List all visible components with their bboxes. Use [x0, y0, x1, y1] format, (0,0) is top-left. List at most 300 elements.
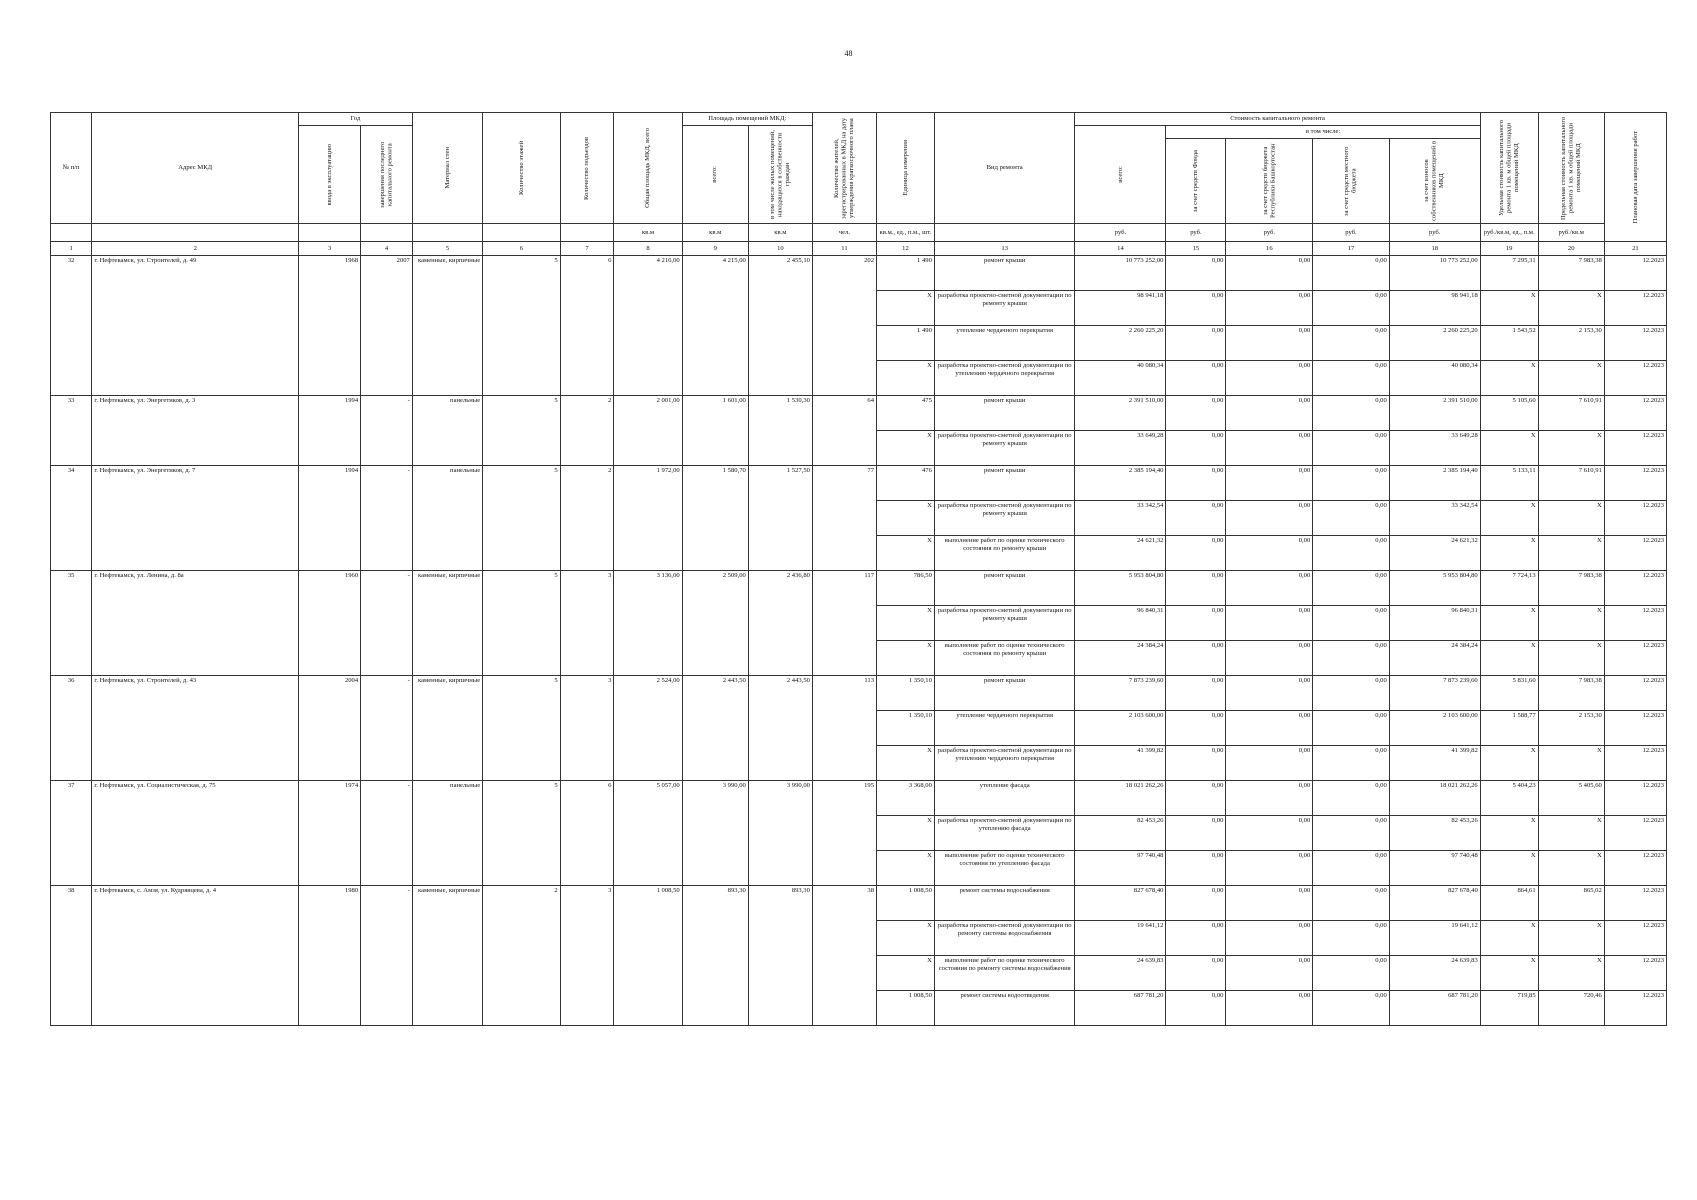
unit-cost-cell: X: [1480, 921, 1538, 956]
year-last-repair-cell: -: [361, 781, 413, 886]
wall-material-cell: панельные: [412, 781, 482, 886]
column-number: 4: [361, 242, 413, 256]
cost-owners-cell: 24 639,83: [1389, 956, 1480, 991]
cost-total-cell: 82 453,26: [1075, 816, 1166, 851]
header-cost-fund: за счет средств Фонда: [1166, 139, 1226, 224]
unit-cell: 1 008,50: [877, 886, 935, 921]
column-number: 9: [682, 242, 748, 256]
year-last-repair-cell: -: [361, 466, 413, 571]
entrances-cell: 6: [560, 256, 614, 396]
cost-fund-cell: 0,00: [1166, 396, 1226, 431]
cost-total-cell: 2 260 225,20: [1075, 326, 1166, 361]
premises-total-cell: 2 443,50: [682, 676, 748, 781]
cost-local-cell: 0,00: [1313, 711, 1390, 746]
max-cost-cell: X: [1538, 641, 1604, 676]
year-commission-cell: 1980: [299, 886, 361, 1026]
year-last-repair-cell: -: [361, 396, 413, 466]
year-last-repair-cell: -: [361, 571, 413, 676]
cost-total-cell: 24 639,83: [1075, 956, 1166, 991]
cost-local-cell: 0,00: [1313, 431, 1390, 466]
column-number: 13: [934, 242, 1075, 256]
row-number: 33: [51, 396, 92, 466]
cost-local-cell: 0,00: [1313, 991, 1390, 1026]
cost-total-cell: 24 621,32: [1075, 536, 1166, 571]
max-cost-cell: 720,46: [1538, 991, 1604, 1026]
unit-cell: X: [877, 746, 935, 781]
cost-fund-cell: 0,00: [1166, 606, 1226, 641]
header-planned-date: Плановая дата завершения работ: [1604, 113, 1666, 242]
table-row: [51, 886, 1667, 921]
wall-material-cell: каменные, кирпичные: [412, 886, 482, 1026]
unit-cell-4: [361, 224, 413, 242]
cost-fund-cell: 0,00: [1166, 536, 1226, 571]
premises-levy-cell: 1 530,30: [748, 396, 812, 466]
repair-type-cell: разработка проектно-сметной документации по ремонту крыши: [934, 431, 1075, 466]
header-floors: Количество этажей: [483, 113, 561, 224]
wall-material-cell: панельные: [412, 466, 482, 571]
total-area-cell: 2 524,00: [614, 676, 682, 781]
cost-total-cell: 827 678,40: [1075, 886, 1166, 921]
cost-fund-cell: 0,00: [1166, 326, 1226, 361]
premises-total-cell: 1 580,70: [682, 466, 748, 571]
premises-total-cell: 3 990,00: [682, 781, 748, 886]
cost-rb-cell: 0,00: [1226, 746, 1313, 781]
unit-cost-cell: X: [1480, 606, 1538, 641]
cost-local-cell: 0,00: [1313, 816, 1390, 851]
table-row: [51, 466, 1667, 501]
cost-local-cell: 0,00: [1313, 571, 1390, 606]
unit-cell-2: [92, 224, 299, 242]
year-commission-cell: 1968: [299, 256, 361, 396]
wall-material-cell: каменные, кирпичные: [412, 571, 482, 676]
year-commission-cell: 1994: [299, 466, 361, 571]
residents-cell: 77: [812, 466, 876, 571]
year-commission-cell: 1974: [299, 781, 361, 886]
cost-fund-cell: 0,00: [1166, 571, 1226, 606]
repair-type-cell: разработка проектно-сметной документации по утеплению фасада: [934, 816, 1075, 851]
column-number: 19: [1480, 242, 1538, 256]
year-last-repair-cell: 2007: [361, 256, 413, 396]
repair-type-cell: разработка проектно-сметной документации по ремонту крыши: [934, 606, 1075, 641]
total-area-cell: 2 001,00: [614, 396, 682, 466]
unit-cell-5: [412, 224, 482, 242]
row-number: 35: [51, 571, 92, 676]
table-row: [51, 781, 1667, 816]
cost-total-cell: 18 021 262,26: [1075, 781, 1166, 816]
unit-cell: 1 350,10: [877, 711, 935, 746]
cost-fund-cell: 0,00: [1166, 256, 1226, 291]
planned-date-cell: 12.2023: [1604, 676, 1666, 711]
cost-local-cell: 0,00: [1313, 781, 1390, 816]
year-last-repair-cell: -: [361, 886, 413, 1026]
cost-rb-cell: 0,00: [1226, 291, 1313, 326]
planned-date-cell: 12.2023: [1604, 396, 1666, 431]
cost-rb-cell: 0,00: [1226, 711, 1313, 746]
floors-cell: 5: [483, 256, 561, 396]
column-number-row: [51, 242, 1667, 256]
unit-cost-cell: 864,61: [1480, 886, 1538, 921]
unit-cell-14: руб.: [1075, 224, 1166, 242]
cost-owners-cell: 98 941,18: [1389, 291, 1480, 326]
cost-total-cell: 24 384,24: [1075, 641, 1166, 676]
repair-type-cell: разработка проектно-сметной документации по ремонту крыши: [934, 291, 1075, 326]
planned-date-cell: 12.2023: [1604, 361, 1666, 396]
cost-rb-cell: 0,00: [1226, 606, 1313, 641]
planned-date-cell: 12.2023: [1604, 431, 1666, 466]
unit-cell: X: [877, 606, 935, 641]
cost-total-cell: 10 773 252,00: [1075, 256, 1166, 291]
entrances-cell: 3: [560, 886, 614, 1026]
cost-rb-cell: 0,00: [1226, 361, 1313, 396]
address-cell: г. Нефтекамск, ул. Ленина, д. 8а: [92, 571, 299, 676]
header-repair-type: Вид ремонта: [934, 113, 1075, 224]
cost-owners-cell: 7 873 239,60: [1389, 676, 1480, 711]
cost-fund-cell: 0,00: [1166, 711, 1226, 746]
cost-owners-cell: 33 342,54: [1389, 501, 1480, 536]
address-cell: г. Нефтекамск, ул. Строителей, д. 49: [92, 256, 299, 396]
cost-owners-cell: 2 385 194,40: [1389, 466, 1480, 501]
unit-cost-cell: X: [1480, 816, 1538, 851]
floors-cell: 5: [483, 571, 561, 676]
column-number: 14: [1075, 242, 1166, 256]
cost-local-cell: 0,00: [1313, 851, 1390, 886]
repair-type-cell: утепление чердачного перекрытия: [934, 326, 1075, 361]
unit-cost-cell: X: [1480, 361, 1538, 396]
premises-levy-cell: 1 527,50: [748, 466, 812, 571]
unit-cell-19: руб./кв.м, ед., п.м.: [1480, 224, 1538, 242]
column-number: 1: [51, 242, 92, 256]
planned-date-cell: 12.2023: [1604, 501, 1666, 536]
premises-levy-cell: 893,30: [748, 886, 812, 1026]
unit-cell-3: [299, 224, 361, 242]
unit-cell: X: [877, 361, 935, 396]
cost-owners-cell: 2 260 225,20: [1389, 326, 1480, 361]
entrances-cell: 2: [560, 396, 614, 466]
header-cost-rb: за счет средств бюджета Республики Башкортостан: [1226, 139, 1313, 224]
repair-type-cell: разработка проектно-сметной документации по ремонту системы водоснабжения: [934, 921, 1075, 956]
repair-type-cell: ремонт системы водоснабжения: [934, 886, 1075, 921]
unit-cost-cell: X: [1480, 431, 1538, 466]
cost-rb-cell: 0,00: [1226, 501, 1313, 536]
residents-cell: 117: [812, 571, 876, 676]
cost-local-cell: 0,00: [1313, 676, 1390, 711]
table-row: [51, 396, 1667, 431]
cost-owners-cell: 33 649,28: [1389, 431, 1480, 466]
row-number: 34: [51, 466, 92, 571]
unit-cell-8: кв.м: [614, 224, 682, 242]
cost-rb-cell: 0,00: [1226, 571, 1313, 606]
cost-total-cell: 96 840,31: [1075, 606, 1166, 641]
repair-type-cell: ремонт системы водоотведения: [934, 991, 1075, 1026]
premises-total-cell: 2 509,00: [682, 571, 748, 676]
residents-cell: 202: [812, 256, 876, 396]
cost-owners-cell: 18 021 262,26: [1389, 781, 1480, 816]
cost-owners-cell: 687 781,20: [1389, 991, 1480, 1026]
unit-cell: X: [877, 431, 935, 466]
table-body: [51, 256, 1667, 1026]
entrances-cell: 2: [560, 466, 614, 571]
unit-cell-20: руб./кв.м: [1538, 224, 1604, 242]
row-number: 32: [51, 256, 92, 396]
total-area-cell: 5 057,00: [614, 781, 682, 886]
cost-owners-cell: 24 384,24: [1389, 641, 1480, 676]
unit-cell: 1 490: [877, 326, 935, 361]
planned-date-cell: 12.2023: [1604, 886, 1666, 921]
max-cost-cell: X: [1538, 816, 1604, 851]
max-cost-cell: 2 153,30: [1538, 711, 1604, 746]
cost-rb-cell: 0,00: [1226, 851, 1313, 886]
max-cost-cell: 7 610,91: [1538, 466, 1604, 501]
cost-fund-cell: 0,00: [1166, 956, 1226, 991]
table-row: [51, 676, 1667, 711]
premises-levy-cell: 2 436,80: [748, 571, 812, 676]
column-number: 15: [1166, 242, 1226, 256]
premises-levy-cell: 2 443,50: [748, 676, 812, 781]
cost-local-cell: 0,00: [1313, 361, 1390, 396]
unit-cost-cell: 719,85: [1480, 991, 1538, 1026]
cost-rb-cell: 0,00: [1226, 991, 1313, 1026]
cost-fund-cell: 0,00: [1166, 431, 1226, 466]
unit-cell-12: кв.м., ед., п.м., шт.: [877, 224, 935, 242]
cost-fund-cell: 0,00: [1166, 886, 1226, 921]
header-unit-cost: Удельная стоимость капитального ремонта 1 кв. м общей площади помещений МКД: [1480, 113, 1538, 224]
planned-date-cell: 12.2023: [1604, 606, 1666, 641]
cost-owners-cell: 5 953 804,80: [1389, 571, 1480, 606]
unit-cell: X: [877, 851, 935, 886]
unit-cell: X: [877, 816, 935, 851]
header-max-cost: Предельная стоимость капитального ремонта 1 кв. м общей площади помещений МКД: [1538, 113, 1604, 224]
header-entrances: Количество подъездов: [560, 113, 614, 224]
cost-total-cell: 41 399,82: [1075, 746, 1166, 781]
year-commission-cell: 2004: [299, 676, 361, 781]
row-number: 36: [51, 676, 92, 781]
cost-total-cell: 33 649,28: [1075, 431, 1166, 466]
planned-date-cell: 12.2023: [1604, 746, 1666, 781]
unit-cost-cell: X: [1480, 536, 1538, 571]
unit-cell: 3 368,00: [877, 781, 935, 816]
unit-cell: X: [877, 291, 935, 326]
column-number: 16: [1226, 242, 1313, 256]
floors-cell: 2: [483, 886, 561, 1026]
header-incl: в том числе:: [1166, 126, 1480, 139]
cost-local-cell: 0,00: [1313, 291, 1390, 326]
residents-cell: 38: [812, 886, 876, 1026]
unit-cell-18: руб.: [1389, 224, 1480, 242]
planned-date-cell: 12.2023: [1604, 711, 1666, 746]
column-number: 6: [483, 242, 561, 256]
cost-local-cell: 0,00: [1313, 886, 1390, 921]
residents-cell: 64: [812, 396, 876, 466]
entrances-cell: 3: [560, 676, 614, 781]
cost-fund-cell: 0,00: [1166, 781, 1226, 816]
wall-material-cell: каменные, кирпичные: [412, 676, 482, 781]
repair-type-cell: ремонт крыши: [934, 396, 1075, 431]
planned-date-cell: 12.2023: [1604, 291, 1666, 326]
floors-cell: 5: [483, 466, 561, 571]
planned-date-cell: 12.2023: [1604, 326, 1666, 361]
header-num: № п/п: [51, 113, 92, 224]
entrances-cell: 3: [560, 571, 614, 676]
unit-cell: 475: [877, 396, 935, 431]
cost-rb-cell: 0,00: [1226, 396, 1313, 431]
residents-cell: 195: [812, 781, 876, 886]
cost-local-cell: 0,00: [1313, 501, 1390, 536]
unit-cost-cell: X: [1480, 746, 1538, 781]
header-cost-local: за счет средств местного бюджета: [1313, 139, 1390, 224]
cost-total-cell: 2 391 510,00: [1075, 396, 1166, 431]
planned-date-cell: 12.2023: [1604, 851, 1666, 886]
max-cost-cell: X: [1538, 431, 1604, 466]
repair-type-cell: выполнение работ по оценке технического состояния по ремонту системы водоснабжения: [934, 956, 1075, 991]
header-year-group: Год: [299, 113, 413, 126]
column-number: 11: [812, 242, 876, 256]
row-number: 38: [51, 886, 92, 1026]
unit-cell: 1 490: [877, 256, 935, 291]
cost-local-cell: 0,00: [1313, 921, 1390, 956]
cost-owners-cell: 24 621,32: [1389, 536, 1480, 571]
year-last-repair-cell: -: [361, 676, 413, 781]
max-cost-cell: X: [1538, 921, 1604, 956]
cost-total-cell: 7 873 239,60: [1075, 676, 1166, 711]
planned-date-cell: 12.2023: [1604, 956, 1666, 991]
unit-cell-9: кв.м: [682, 224, 748, 242]
unit-cell: X: [877, 956, 935, 991]
cost-fund-cell: 0,00: [1166, 851, 1226, 886]
repair-type-cell: разработка проектно-сметной документации по утеплению чердачного перекрытия: [934, 361, 1075, 396]
unit-cost-cell: X: [1480, 501, 1538, 536]
residents-cell: 113: [812, 676, 876, 781]
cost-local-cell: 0,00: [1313, 326, 1390, 361]
cost-fund-cell: 0,00: [1166, 816, 1226, 851]
address-cell: г. Нефтекамск, ул. Строителей, д. 43: [92, 676, 299, 781]
header-premises-group: Площадь помещений МКД:: [682, 113, 812, 126]
header-cost-owners: за счет взносов собственников помещений в МКД: [1389, 139, 1480, 224]
unit-cost-cell: 5 404,23: [1480, 781, 1538, 816]
planned-date-cell: 12.2023: [1604, 816, 1666, 851]
table-row: [51, 256, 1667, 291]
cost-local-cell: 0,00: [1313, 466, 1390, 501]
total-area-cell: 3 136,00: [614, 571, 682, 676]
total-area-cell: 1 008,50: [614, 886, 682, 1026]
cost-owners-cell: 827 678,40: [1389, 886, 1480, 921]
unit-cost-cell: 5 105,60: [1480, 396, 1538, 431]
unit-cost-cell: X: [1480, 851, 1538, 886]
max-cost-cell: 7 983,38: [1538, 256, 1604, 291]
unit-cell: X: [877, 501, 935, 536]
unit-cell: X: [877, 921, 935, 956]
max-cost-cell: 7 983,38: [1538, 571, 1604, 606]
max-cost-cell: 7 610,91: [1538, 396, 1604, 431]
max-cost-cell: 865,02: [1538, 886, 1604, 921]
cost-total-cell: 687 781,20: [1075, 991, 1166, 1026]
unit-cell: 786,50: [877, 571, 935, 606]
cost-owners-cell: 2 103 600,00: [1389, 711, 1480, 746]
unit-cell-17: руб.: [1313, 224, 1390, 242]
floors-cell: 5: [483, 396, 561, 466]
header-year-last-repair: завершения последнего капитального ремонта: [361, 126, 413, 224]
repair-type-cell: ремонт крыши: [934, 571, 1075, 606]
unit-cell-7: [560, 224, 614, 242]
planned-date-cell: 12.2023: [1604, 921, 1666, 956]
cost-rb-cell: 0,00: [1226, 886, 1313, 921]
cost-total-cell: 40 080,34: [1075, 361, 1166, 396]
unit-cost-cell: 1 543,52: [1480, 326, 1538, 361]
max-cost-cell: X: [1538, 361, 1604, 396]
repair-type-cell: утепление фасада: [934, 781, 1075, 816]
repair-type-cell: выполнение работ по оценке технического состояния по ремонту крыши: [934, 536, 1075, 571]
page-number: 48: [844, 49, 853, 58]
cost-rb-cell: 0,00: [1226, 536, 1313, 571]
repair-type-cell: ремонт крыши: [934, 466, 1075, 501]
unit-cell-16: руб.: [1226, 224, 1313, 242]
cost-total-cell: 19 641,12: [1075, 921, 1166, 956]
cost-local-cell: 0,00: [1313, 536, 1390, 571]
repair-type-cell: разработка проектно-сметной документации по ремонту крыши: [934, 501, 1075, 536]
wall-material-cell: панельные: [412, 396, 482, 466]
planned-date-cell: 12.2023: [1604, 466, 1666, 501]
column-number: 3: [299, 242, 361, 256]
repair-type-cell: ремонт крыши: [934, 256, 1075, 291]
cost-fund-cell: 0,00: [1166, 291, 1226, 326]
header-cost-group: Стоимость капитального ремонта: [1075, 113, 1480, 126]
cost-fund-cell: 0,00: [1166, 466, 1226, 501]
address-cell: г. Нефтекамск, ул. Энергетиков, д. 3: [92, 396, 299, 466]
column-number: 7: [560, 242, 614, 256]
cost-owners-cell: 10 773 252,00: [1389, 256, 1480, 291]
entrances-cell: 6: [560, 781, 614, 886]
cost-owners-cell: 2 391 510,00: [1389, 396, 1480, 431]
planned-date-cell: 12.2023: [1604, 256, 1666, 291]
planned-date-cell: 12.2023: [1604, 781, 1666, 816]
cost-total-cell: 97 740,48: [1075, 851, 1166, 886]
cost-fund-cell: 0,00: [1166, 641, 1226, 676]
cost-local-cell: 0,00: [1313, 606, 1390, 641]
cost-local-cell: 0,00: [1313, 256, 1390, 291]
cost-rb-cell: 0,00: [1226, 256, 1313, 291]
premises-levy-cell: 3 990,00: [748, 781, 812, 886]
unit-cell: 1 008,50: [877, 991, 935, 1026]
header-year-commission: ввода в эксплуатацию: [299, 126, 361, 224]
header-total-area: Общая площадь МКД, всего: [614, 113, 682, 224]
cost-owners-cell: 41 399,82: [1389, 746, 1480, 781]
unit-cost-cell: 5 831,60: [1480, 676, 1538, 711]
total-area-cell: 1 972,00: [614, 466, 682, 571]
max-cost-cell: X: [1538, 956, 1604, 991]
row-number: 37: [51, 781, 92, 886]
cost-rb-cell: 0,00: [1226, 781, 1313, 816]
year-commission-cell: 1960: [299, 571, 361, 676]
header-unit: Единица измерения: [877, 113, 935, 224]
cost-local-cell: 0,00: [1313, 641, 1390, 676]
repair-type-cell: выполнение работ по оценке технического состояния по утеплению фасада: [934, 851, 1075, 886]
unit-cell-10: кв.м: [748, 224, 812, 242]
header-residents: Количество жителей, зарегистрированных в МКД на дату утверждения краткосрочного плана: [812, 113, 876, 224]
unit-cell-11: чел.: [812, 224, 876, 242]
column-number: 10: [748, 242, 812, 256]
cost-owners-cell: 96 840,31: [1389, 606, 1480, 641]
year-commission-cell: 1994: [299, 396, 361, 466]
premises-total-cell: 893,30: [682, 886, 748, 1026]
repair-type-cell: выполнение работ по оценке технического состояния по ремонту крыши: [934, 641, 1075, 676]
cost-fund-cell: 0,00: [1166, 361, 1226, 396]
column-number: 12: [877, 242, 935, 256]
unit-cell: 476: [877, 466, 935, 501]
address-cell: г. Нефтекамск, ул. Энергетиков, д. 7: [92, 466, 299, 571]
planned-date-cell: 12.2023: [1604, 991, 1666, 1026]
cost-fund-cell: 0,00: [1166, 921, 1226, 956]
unit-cost-cell: 1 588,77: [1480, 711, 1538, 746]
max-cost-cell: X: [1538, 536, 1604, 571]
